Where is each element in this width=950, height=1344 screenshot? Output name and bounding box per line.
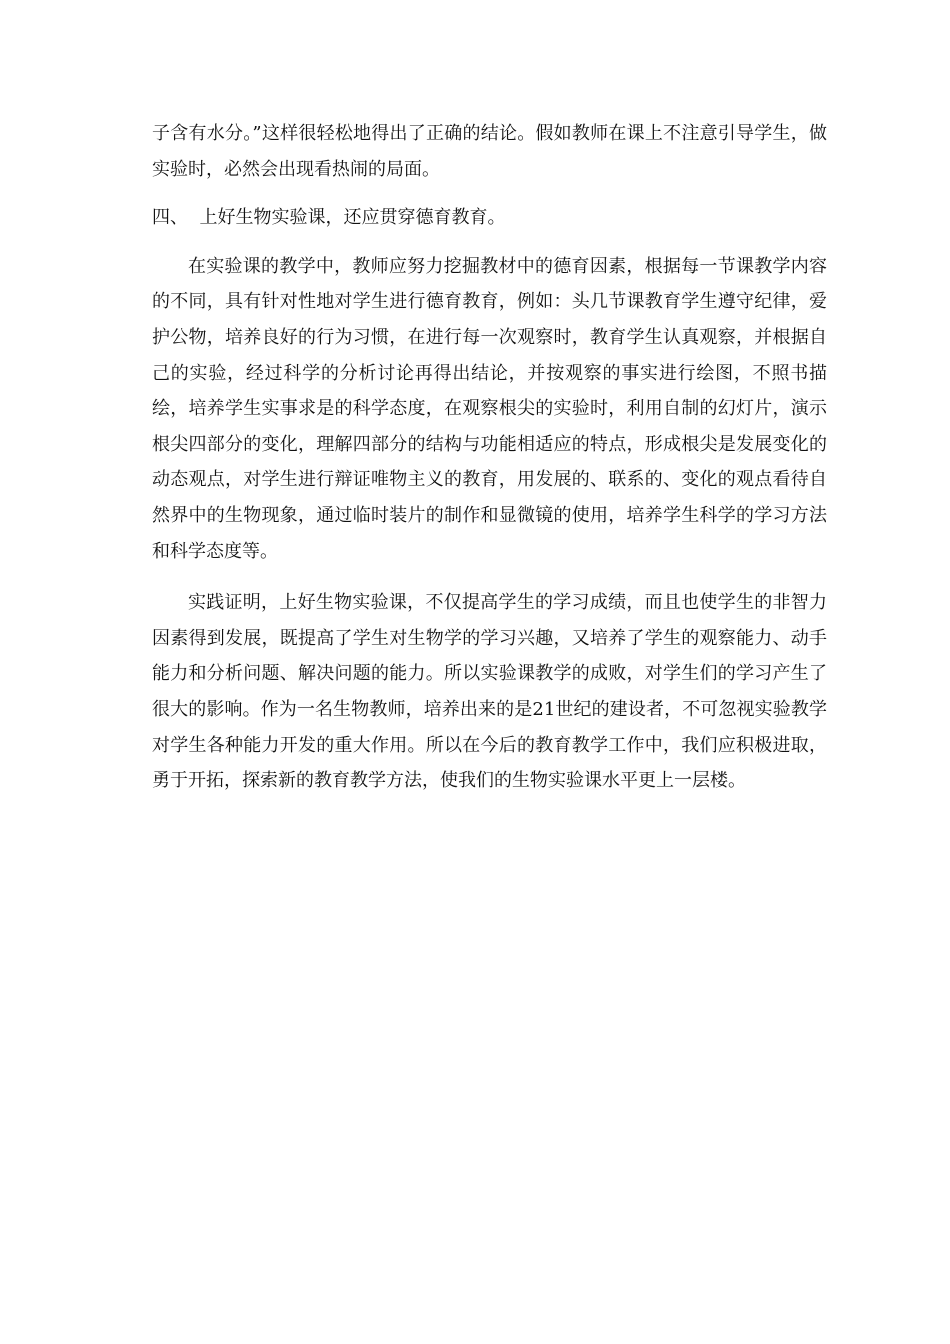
paragraph-spacer — [152, 569, 827, 585]
paragraph-spacer — [152, 187, 827, 200]
document-body — [152, 116, 827, 799]
section-paragraph: 在实验课的教学中，教师应努力挖掘教材中的德育因素，根据每一节课教学内容的不同，具有针对性地对学生进行德育教育，例如：头几节课教育学生遵守纪律，爱护公物，培养良好的行为习惯，在进行每一次观察时，教育学生认真观察，并根据自己的实验，经过科学的分析讨论再得出结论，并按观察的事实进行绘图，不照书描绘，培养学生实事求是的科学态度，在观察根尖的实验时，利用自制的幻灯片，演示根尖四部分的变化，理解四部分的结构与功能相适应的特点，形成根尖是发展变化的动态观点，对学生进行辩证唯物主义的教育，用发展的、联系的、变化的观点看待自然界中的生物现象，通过临时装片的制作和显微镜的使用，培养学生科学的学习方法和科学态度等。 — [152, 255, 827, 562]
section-heading: 四、 上好生物实验课，还应贯穿德育教育。 — [152, 207, 506, 229]
intro-paragraph: 子含有水分。”这样很轻松地得出了正确的结论。假如教师在课上不注意引导学生，做实验时，必然会出现看热闹的局面。 — [152, 123, 827, 180]
conclusion-paragraph: 实践证明，上好生物实验课，不仅提高学生的学习成绩，而且也使学生的非智力因素得到发展，既提高了学生对生物学的学习兴趣，又培养了学生的观察能力、动手能力和分析问题、解决问题的能力。所以实验课教学的成败，对学生们的学习产生了很大的影响。作为一名生物教师，培养出来的是21世纪的建设者，不可忽视实验教学对学生各种能力开发的重大作用。所以在今后的教育教学工作中，我们应积极进取，勇于开拓，探索新的教育教学方法，使我们的生物实验课水平更上一层楼。 — [152, 592, 827, 792]
paragraph-spacer — [152, 236, 827, 249]
